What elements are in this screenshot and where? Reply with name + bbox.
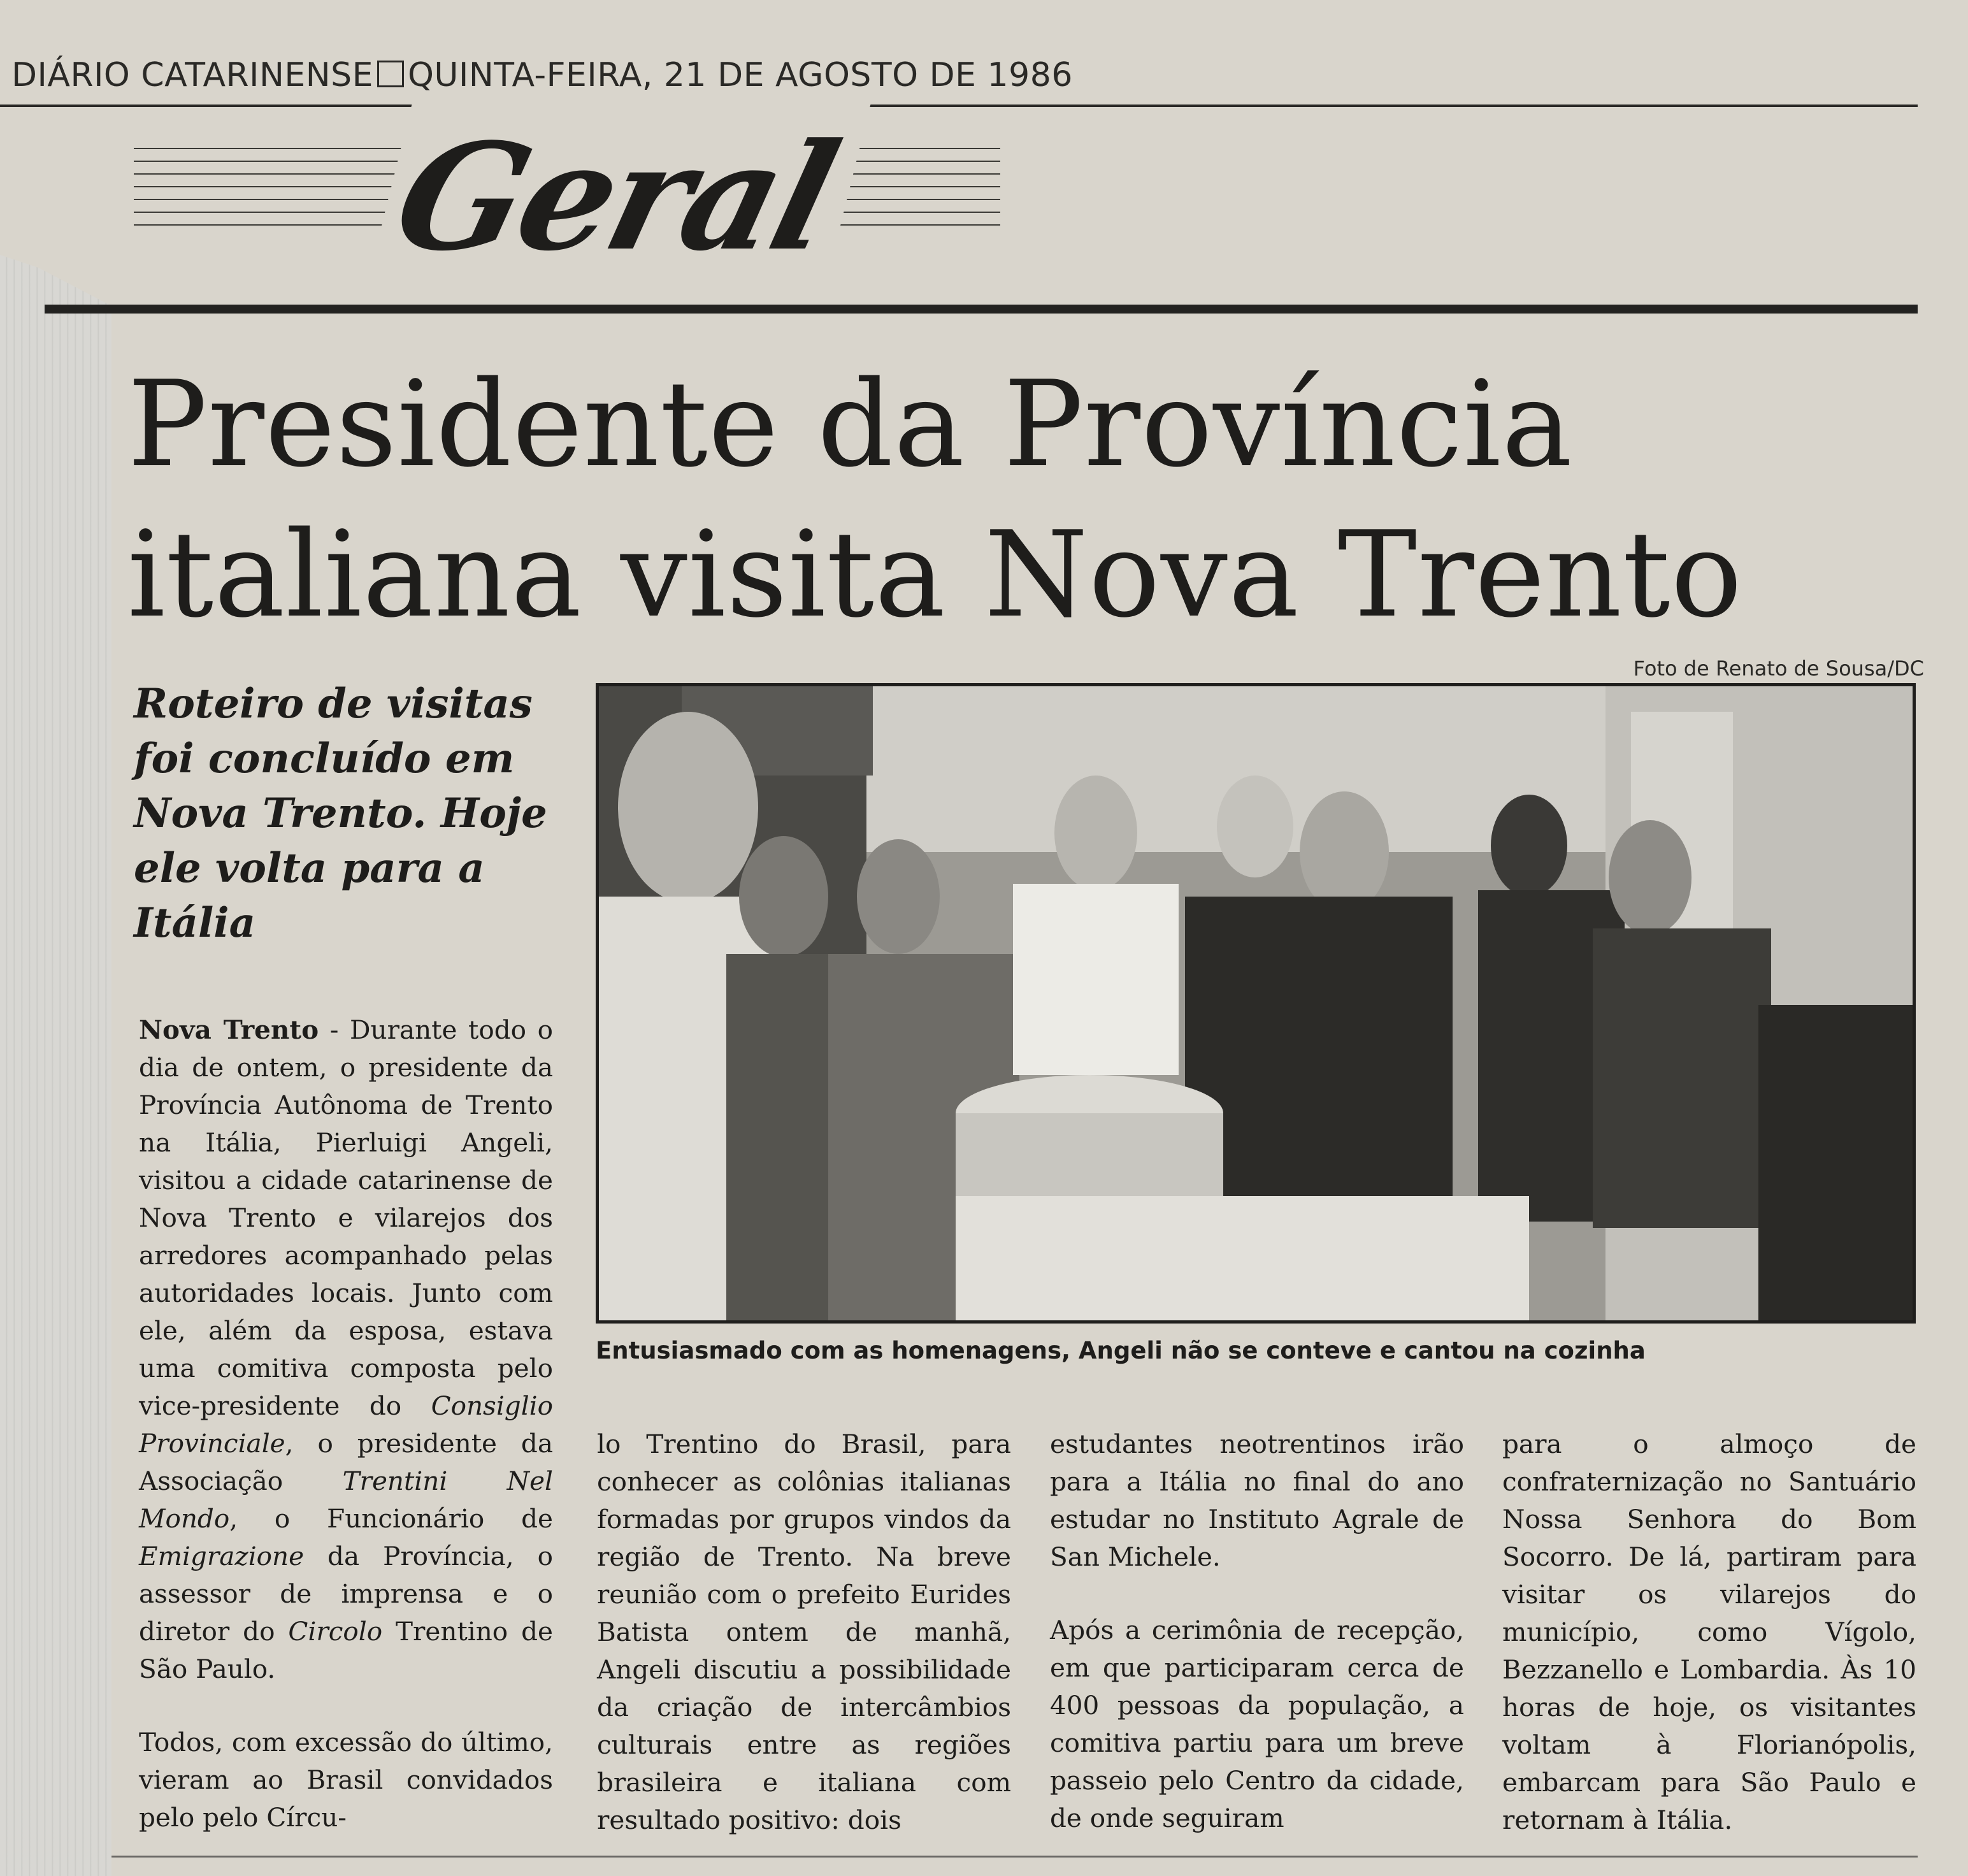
- bottom-edge: [111, 1856, 1918, 1858]
- subhead: Roteiro de visitas foi concluído em Nova Trento. Hoje ele volta para a Itália: [134, 680, 547, 947]
- section-rule: [45, 305, 1918, 314]
- section-title: Geral: [365, 102, 872, 293]
- article-text: , o Funcionário de: [229, 1503, 553, 1534]
- article-paragraph-1: [139, 1011, 553, 1688]
- photo-caption: Entusiasmado com as homenagens, Angeli não se conteve e cantou na cozinha: [596, 1337, 1646, 1364]
- dateline: Nova Trento: [139, 1014, 319, 1045]
- masthead: [11, 56, 1923, 94]
- headline-line-1: Presidente da Província: [127, 355, 1573, 493]
- top-rule: [0, 105, 1918, 107]
- photo-illustration: [599, 686, 1913, 1320]
- article-text: - Durante todo o dia de ontem, o presidente da Província Autônoma de Trento na Itália, Pierluigi Angeli, visitou a cidade catarinense de Nova Trento e vilarejos dos arredores acompanhado pelas autoridades locais. Junto com ele, além da esposa, estava uma comitiva composta pelo vice-presidente do: [139, 1014, 554, 1421]
- article-column-2: [597, 1425, 1011, 1875]
- article-column-1: [139, 1011, 553, 1872]
- article-italic: Emigrazione: [139, 1541, 305, 1571]
- article-italic: Circolo: [288, 1616, 383, 1647]
- separator-square-icon: [377, 61, 404, 87]
- article-paragraph-3: lo Trentino do Brasil, para conhecer as colônias italianas formadas por grupos vindos da região de Trento. Na breve reunião com o prefeito Eurides Batista ontem de manhã, Angeli discutiu a possibilidade da criação de intercâmbios culturais entre as regiões brasileira e italiana com resultado positivo: dois: [597, 1429, 1011, 1835]
- masthead-paper: DIÁRIO CATARINENSE: [11, 56, 373, 94]
- article-text: , o presidente da Associação: [139, 1428, 553, 1496]
- headline: [127, 349, 1937, 650]
- news-photo: [596, 683, 1916, 1324]
- article-column-4: [1502, 1425, 1916, 1875]
- article-text: Trentino de São Paulo.: [139, 1616, 553, 1684]
- article-paragraph-4: estudantes neotrentinos irão para a Itália no final do ano estudar no Instituto Agrale de San Michele.: [1050, 1429, 1464, 1572]
- article-column-3: [1050, 1425, 1464, 1873]
- article-italic: Trentini Nel Mondo: [139, 1466, 553, 1534]
- article-paragraph-2: Todos, com excessão do último, vieram ao Brasil convidados pelo pelo Círcu-: [139, 1727, 553, 1833]
- photo-credit: Foto de Renato de Sousa/DC: [1633, 656, 1924, 681]
- article-paragraph-5: Após a cerimônia de recepção, em que participaram cerca de 400 pessoas da população, a comitiva partiu para um breve passeio pelo Centro da cidade, de onde seguiram: [1050, 1615, 1464, 1833]
- masthead-date: QUINTA-FEIRA, 21 DE AGOSTO DE 1986: [408, 56, 1073, 94]
- article-paragraph-6: para o almoço de confraternização no Santuário Nossa Senhora do Bom Socorro. De lá, partiram para visitar os vilarejos do município, como Vígolo, Bezzanello e Lombardia. Às 10 horas de hoje, os visitantes voltam à Florianópolis, embarcam para São Paulo e retornam à Itália.: [1502, 1429, 1916, 1835]
- headline-line-2: italiana visita Nova Trento: [127, 505, 1743, 644]
- article-text: da Província, o assessor de imprensa e o diretor do: [139, 1541, 553, 1647]
- article-italic: Consiglio Provinciale: [139, 1390, 553, 1459]
